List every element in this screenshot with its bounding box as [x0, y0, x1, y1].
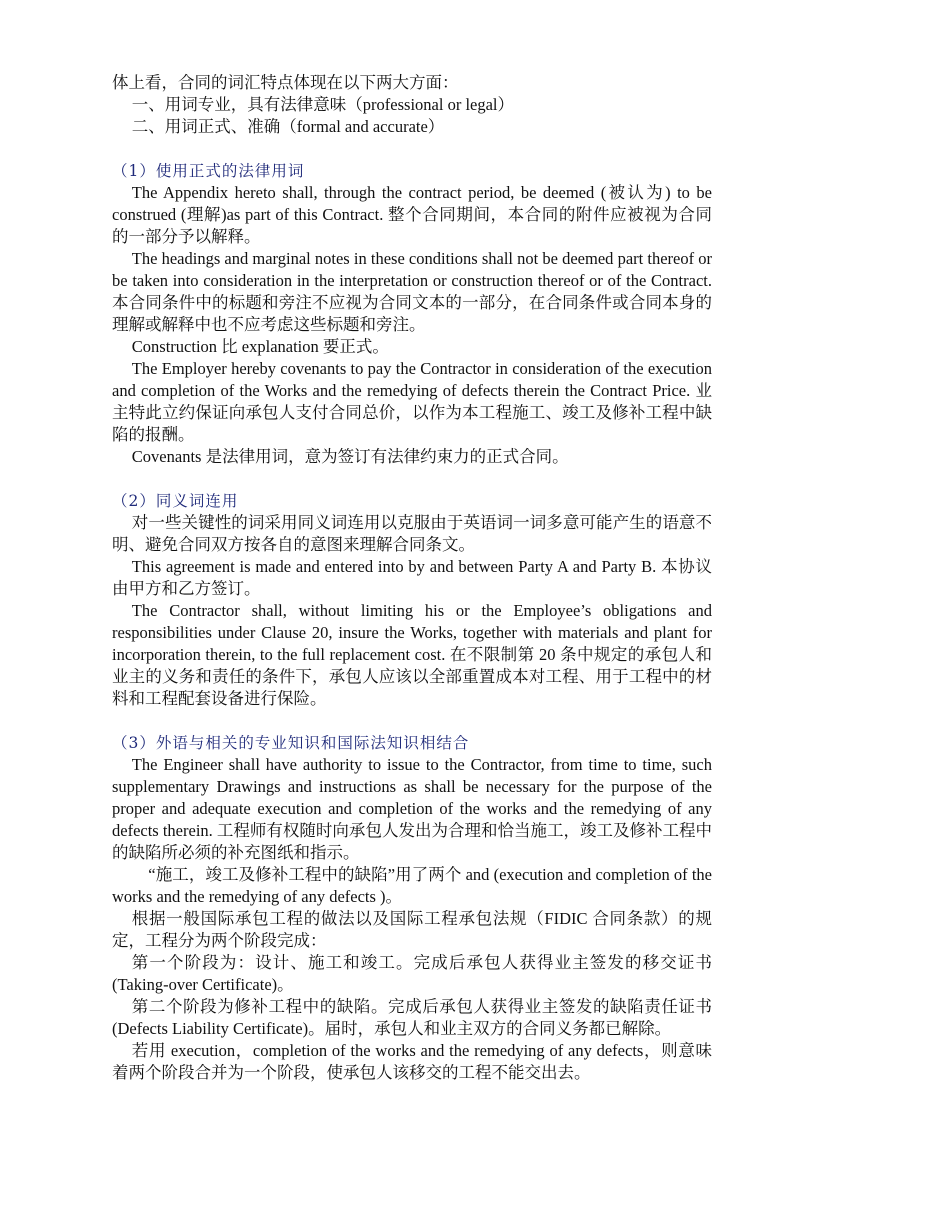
intro-line-2: 一、用词专业，具有法律意味（professional or legal） — [131, 95, 515, 114]
section-heading-3: （3）外语与相关的专业知识和国际法知识相结合 — [112, 734, 470, 752]
paragraph: The headings and marginal notes in these conditions shall not be deemed part thereof or be taken into consideration in the interpretation or construction thereof or of the Contract. 本合同条件中的标题和旁注不应视为合同文本的一部分，在合同条件或合同本身的理解或解释中也不应考虑这些标题和旁注。 — [112, 249, 712, 334]
spacer — [112, 710, 712, 732]
paragraph: Construction 比 explanation 要正式。 — [131, 337, 389, 356]
paragraph: 第二个阶段为修补工程中的缺陷。完成后承包人获得业主签发的缺陷责任证书(Defects Liability Certificate)。届时，承包人和业主双方的合同义务都已解除。 — [112, 997, 712, 1038]
paragraph: The Contractor shall, without limiting his or the Employee’s obligations and responsibilities under Clause 20, insure the Works, together with materials and plant for incorporation therein, to the full replacement cost. 在不限制第 20 条中规定的承包人和业主的义务和责任的条件下，承包人应该以全部重置成本对工程、用于工程中的材料和工程配套设备进行保险。 — [112, 601, 712, 708]
paragraph: The Employer hereby covenants to pay the Contractor in consideration of the execution and completion of the Works and the remedying of defects therein the Contract Price. 业主特此立约保证向承包人支付合同总价，以作为本工程施工、竣工及修补工程中缺陷的报酬。 — [112, 359, 712, 444]
paragraph: The Appendix hereto shall, through the contract period, be deemed (被认为) to be construed (理解)as part of this Contract. 整个合同期间，本合同的附件应被视为合同的一部分予以解释。 — [112, 183, 712, 246]
section-heading-1: （1）使用正式的法律用词 — [112, 162, 305, 180]
paragraph: This agreement is made and entered into by and between Party A and Party B. 本协议由甲方和乙方签订。 — [112, 557, 712, 598]
paragraph: The Engineer shall have authority to issue to the Contractor, from time to time, such supplementary Drawings and instructions as shall be necessary for the purpose of the proper and adequate execution and completion of the works and the remedying of any defects therein. 工程师有权随时向承包人发出为合理和恰当施工，竣工及修补工程中的缺陷所必须的补充图纸和指示。 — [112, 755, 712, 862]
section-heading-2: （2）同义词连用 — [112, 492, 239, 510]
document-page — [112, 72, 712, 1084]
paragraph: 根据一般国际承包工程的做法以及国际工程承包法规（FIDIC 合同条款）的规定，工程分为两个阶段完成： — [112, 909, 712, 950]
paragraph: “施工，竣工及修补工程中的缺陷”用了两个 and (execution and completion of the works and the remedying of any defects )。 — [112, 865, 712, 906]
spacer — [112, 138, 712, 160]
paragraph: Covenants 是法律用词，意为签订有法律约束力的正式合同。 — [131, 447, 569, 466]
intro-line-3: 二、用词正式、准确（formal and accurate） — [131, 117, 445, 136]
paragraph: 对一些关键性的词采用同义词连用以克服由于英语词一词多意可能产生的语意不明、避免合同双方按各自的意图来理解合同条文。 — [112, 513, 712, 554]
paragraph: 若用 execution，completion of the works and the remedying of any defects，则意味着两个阶段合并为一个阶段，使承包人该移交的工程不能交出去。 — [112, 1041, 712, 1082]
intro-line-1: 体上看，合同的词汇特点体现在以下两大方面： — [112, 73, 459, 92]
spacer — [112, 468, 712, 490]
paragraph: 第一个阶段为：设计、施工和竣工。完成后承包人获得业主签发的移交证书(Taking-over Certificate)。 — [112, 953, 712, 994]
